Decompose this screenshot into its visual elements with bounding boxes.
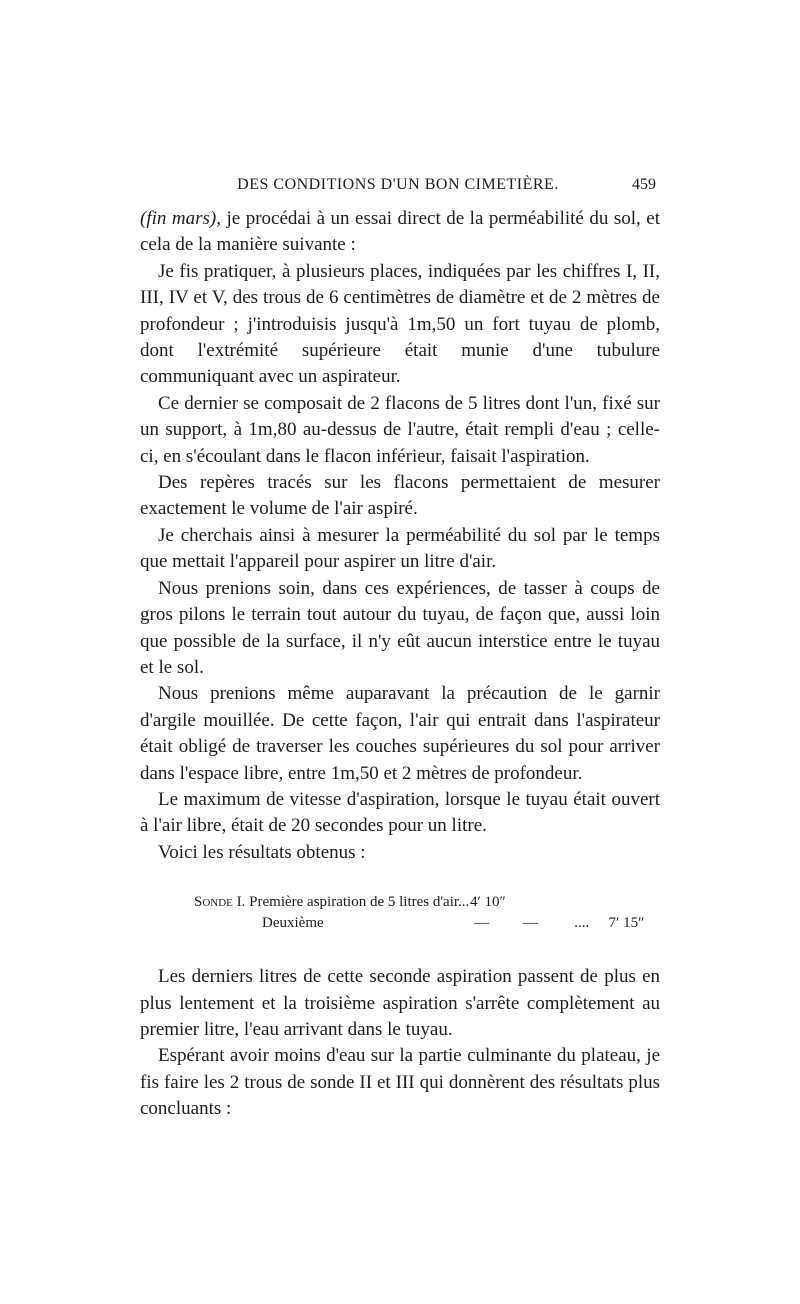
ditto-mark: — bbox=[522, 915, 538, 932]
leader-dots: .... bbox=[574, 915, 590, 932]
results-table bbox=[194, 892, 660, 934]
paragraph-10: Les derniers litres de cette seconde aspiration passent de plus en plus lentement et la troisième aspiration s'arrête complètement au premier litre, l'eau arrivant dans le tuyau. bbox=[140, 966, 660, 1040]
paragraph-3: Ce dernier se composait de 2 flacons de 5 litres dont l'un, fixé sur un support, à 1m,80 au-dessus de l'autre, était rempli d'eau ; celle-ci, en s'écoulant dans le flacon inférieur, faisait l'aspiration. bbox=[140, 392, 660, 467]
results-row bbox=[194, 892, 660, 913]
paragraph-9: Voici les résultats obtenus : bbox=[158, 841, 366, 863]
paragraph-2: Je fis pratiquer, à plusieurs places, indiquées par les chiffres I, II, III, IV et V, des trous de 6 centimètres de diamètre et de 2 mètres de profondeur ; j'introduisis jusqu'à 1m,50 un fort tuyau de plomb, dont l'extrémité supérieure était munie d'une tubulure communiquant avec un aspirateur. bbox=[140, 260, 660, 388]
running-title: DES CONDITIONS D'UN BON CIMETIÈRE. bbox=[237, 176, 559, 193]
paragraph-8: Le maximum de vitesse d'aspiration, lorsque le tuyau était ouvert à l'air libre, était de 20 secondes pour un litre. bbox=[140, 788, 660, 837]
paragraph-1 bbox=[140, 206, 660, 259]
results-row-label: Deuxième bbox=[262, 915, 324, 932]
body-text bbox=[140, 206, 660, 1123]
aspiration-time: 4′ 10″ bbox=[470, 894, 506, 911]
paragraph-5: Je cherchais ainsi à mesurer la perméabilité du sol par le temps que mettait l'appareil pour aspirer un litre d'air. bbox=[140, 524, 660, 573]
results-row bbox=[194, 913, 660, 934]
leader-dots: ... bbox=[458, 894, 470, 911]
sonde-label: Sonde bbox=[194, 894, 233, 911]
paragraph-4: Des repères tracés sur les flacons permettaient de mesurer exactement le volume de l'air aspiré. bbox=[140, 472, 660, 520]
paragraph-1-text: je procédai à un essai direct de la perméabilité du sol, et cela de la manière suivante : bbox=[140, 208, 660, 256]
aspiration-label: Première aspiration de 5 litres d'air bbox=[245, 894, 459, 911]
results-row-label bbox=[194, 892, 470, 913]
aspiration-time: 7′ 15″ bbox=[608, 915, 645, 932]
ditto-mark: — bbox=[474, 915, 490, 932]
paragraph-7: Nous prenions même auparavant la précaution de le garnir d'argile mouillée. De cette façon, l'air qui entrait dans l'aspirateur était obligé de traverser les couches supérieures du sol pour arriver dans l'espace libre, entre 1m,50 et 2 mètres de profondeur. bbox=[140, 683, 660, 784]
paragraph-11: Espérant avoir moins d'eau sur la partie culminante du plateau, je fis faire les 2 trous de sonde II et III qui donnèrent des résultats plus concluants : bbox=[140, 1045, 660, 1120]
date-note: (fin mars), bbox=[140, 208, 221, 229]
page-header bbox=[140, 176, 656, 200]
page-number: 459 bbox=[632, 176, 656, 193]
sonde-number: I. bbox=[232, 894, 246, 911]
paragraph-6: Nous prenions soin, dans ces expériences, de tasser à coups de gros pilons le terrain tout autour du tuyau, de façon que, aussi loin que possible de la surface, il n'y eût aucun interstice entre le tuyau et le sol. bbox=[140, 577, 660, 678]
